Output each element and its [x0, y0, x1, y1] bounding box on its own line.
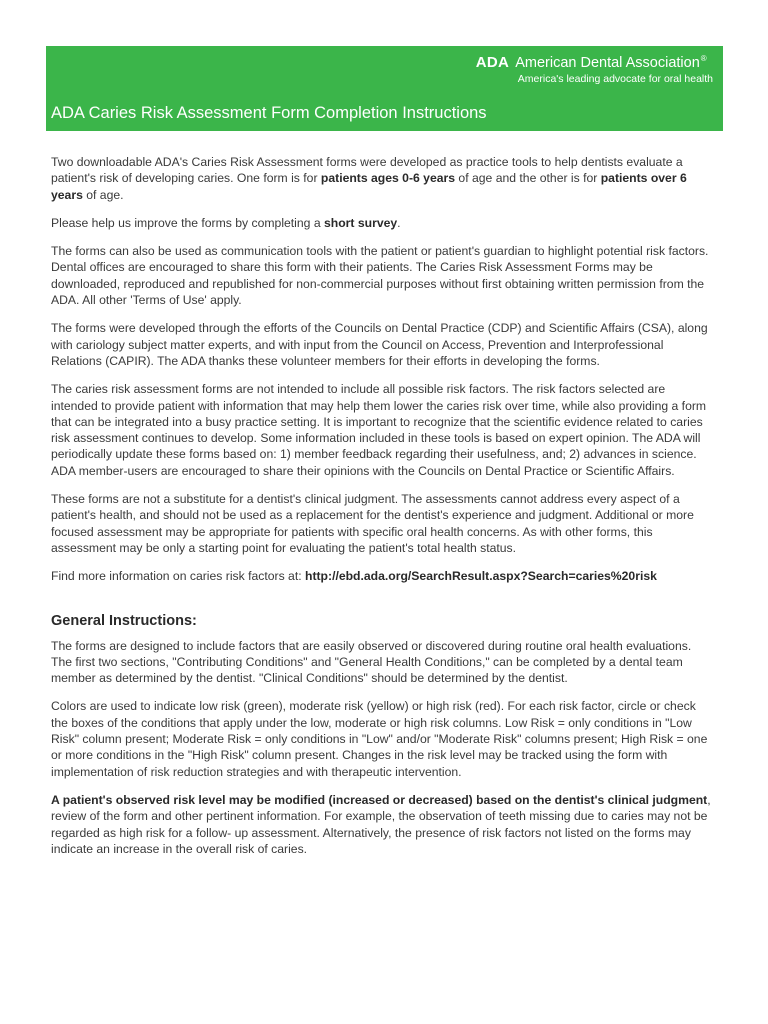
clinical-judgment-paragraph: These forms are not a substitute for a dentist's clinical judgment. The assessments cannot address every aspect of a patient's health, and should not be used as a replacement for the dentist's experience and judgment. Additional or more focused assessment may be appropriate for patients with specific oral health concerns. As with other forms, this assessment may be only a starting point for evaluating the patient's total health status.	[51, 492, 694, 555]
general-paragraph-3: A patient's observed risk level may be modified (increased or decreased) based on the dentist's clinical judgment, review of the form and other pertinent information. For example, the observation of teeth missing due to caries may not be regarded as high risk for a follow- up assessment. Alternatively, the presence of risk factors not listed on the forms may indicate an increase in the overall risk of caries.	[51, 792, 711, 856]
page-title: ADA Caries Risk Assessment Form Completion Instructions	[51, 104, 487, 122]
intro-paragraph: Two downloadable ADA's Caries Risk Assessment forms were developed as practice tools to help dentists evaluate a patient's risk of developing caries. One form is for patients ages 0-6 years of age and the other is for patients over 6 years of age.	[51, 155, 687, 202]
ada-logo[interactable]	[476, 54, 713, 85]
age-over-6-link[interactable]: patients over 6 years	[51, 171, 687, 202]
brand-tagline: America's leading advocate for oral health	[517, 73, 713, 85]
general-instructions-heading: General Instructions:	[51, 612, 197, 629]
communication-paragraph: The forms can also be used as communication tools with the patient or patient's guardian to highlight potential risk factors. Dental offices are encouraged to share this form with their patients. The Caries Risk Assessment Forms may be downloaded, reproduced and republished for non-commercial purposes without first obtaining written permission from the ADA. All other 'Terms of Use' apply.	[51, 244, 709, 308]
risk-factors-paragraph: The caries risk assessment forms are not intended to include all possible risk factors. The risk factors selected are intended to provide patient with information that may help them lower the caries risk over time, while also providing a form that can be integrated into a busy practice setting. It is important to recognize that the scientific evidence related to caries risk assessment continues to develop. Some information included in these tools is based on expert opinion. The ADA will periodically update these forms based on: 1) member feedback regarding their usefulness, and; 2) advances in science. ADA member-users are encouraged to share their opinions with the Councils on Dental Practice or Scientific Affairs.	[51, 382, 707, 478]
registered-mark: ®	[700, 54, 707, 64]
short-survey-link[interactable]: short survey	[324, 215, 398, 230]
document-body	[51, 154, 713, 869]
ebd-link[interactable]: http://ebd.ada.org/SearchResult.aspx?Search=caries%20risk	[305, 569, 657, 584]
header-banner	[46, 46, 723, 131]
brand-name: American Dental Association®	[515, 54, 707, 71]
more-info-paragraph: Find more information on caries risk factors at: http://ebd.ada.org/SearchResult.aspx?Search=caries%20risk	[51, 569, 657, 584]
development-paragraph: The forms were developed through the efforts of the Councils on Dental Practice (CDP) and Scientific Affairs (CSA), along with cariology subject matter experts, and with input from the Council on Access, Prevention and Interprofessional Relations (CAPIR). The ADA thanks these volunteer members for their efforts in developing the forms.	[51, 321, 708, 368]
age-0-6-link[interactable]: patients ages 0-6 years	[320, 171, 456, 186]
general-paragraph-2: Colors are used to indicate low risk (green), moderate risk (yellow) or high risk (red). For each risk factor, circle or check the boxes of the conditions that apply under the low, moderate or high risk columns. Low Risk = only conditions in "Low Risk" column present; Moderate Risk = only conditions in "Low" and/or "Moderate Risk" columns present; High Risk = one or more conditions in the "High Risk" column present. Changes in the risk level may be tracked using the form with implementation of risk reduction strategies and with therapeutic intervention.	[51, 699, 708, 779]
survey-paragraph: Please help us improve the forms by completing a short survey.	[51, 215, 401, 230]
general-paragraph-1: The forms are designed to include factors that are easily observed or discovered during routine oral health evaluations. The first two sections, "Contributing Conditions" and "General Health Conditions," can be completed by a dental team member as determined by the dentist. "Clinical Conditions" should be determined by the dentist.	[51, 638, 692, 686]
brand-abbreviation: ADA	[475, 54, 510, 71]
